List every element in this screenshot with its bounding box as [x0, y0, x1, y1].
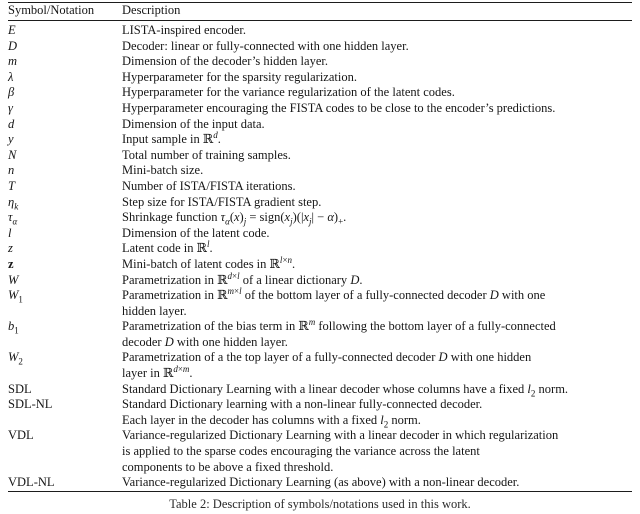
table-row	[8, 288, 632, 319]
symbol-cell: γ	[8, 100, 13, 115]
description-cell: Parametrization of the bias term in ℝ$^m$ following the bottom layer of a fully-connected decoder D with one hidden layer.	[122, 317, 556, 349]
symbol-cell: D	[8, 38, 18, 53]
symbol-cell: VDL	[8, 428, 34, 443]
table-row	[8, 132, 632, 148]
symbol-cell: d	[8, 116, 15, 131]
table-row	[8, 117, 632, 133]
symbol-cell: SDL	[8, 381, 32, 396]
description-cell: LISTA-inspired encoder.	[122, 23, 246, 37]
description-cell: Latent code in ℝ$^l$.	[122, 239, 213, 256]
description-cell: Hyperparameter for the variance regularization of the latent codes.	[122, 85, 455, 100]
description-cell: Mini-batch of latent codes in ℝ$^{l\times n}$.	[122, 254, 296, 271]
table-caption: Table 2: Description of symbols/notations used in this work.	[169, 496, 471, 511]
symbol-cell: $W_2$	[8, 350, 23, 367]
description-cell: Hyperparameter for the sparsity regularization.	[122, 69, 357, 84]
symbol-cell: λ	[8, 69, 14, 84]
symbol-cell: T	[8, 178, 15, 193]
symbol-cell: $\tau_\alpha$	[8, 210, 18, 227]
table-row	[8, 382, 632, 398]
symbol-cell: N	[8, 147, 17, 162]
symbol-cell: E	[8, 23, 16, 37]
description-cell: Input sample in ℝ$^d$.	[122, 130, 221, 147]
table-row	[8, 226, 632, 242]
table-row	[8, 70, 632, 86]
header-description: Description	[122, 3, 632, 21]
symbol-cell: y	[8, 132, 14, 147]
description-cell: Variance-regularized Dictionary Learning with a linear decoder in which regularization is applied to the sparse codes encouraging the variance across the latent components to be above a fixed threshold.	[122, 428, 559, 474]
table-row	[8, 397, 632, 428]
description-cell: Variance-regularized Dictionary Learning (as above) with a non-linear decoder.	[122, 475, 520, 490]
symbol-cell: SDL-NL	[8, 397, 53, 412]
table-body	[8, 21, 632, 492]
symbol-cell: l	[8, 225, 12, 240]
description-cell: Parametrization in ℝ$^{m\times l}$ of the bottom layer of a fully-connected decoder D with one hidden layer.	[122, 285, 546, 318]
table-row	[8, 350, 632, 381]
symbol-cell: VDL-NL	[8, 475, 55, 490]
notation-table	[8, 2, 632, 492]
symbol-cell: z	[8, 256, 14, 271]
description-cell: Dimension of the input data.	[122, 116, 265, 131]
table-row	[8, 210, 632, 226]
symbol-cell: β	[8, 85, 15, 100]
header-symbol: Symbol/Notation	[8, 3, 122, 21]
symbol-cell: $W_1$	[8, 288, 23, 305]
table-row	[8, 101, 632, 117]
description-cell: Standard Dictionary learning with a non-linear fully-connected decoder. Each layer in the decoder has columns with a fixed $l_2$ norm.	[122, 397, 483, 430]
table-row	[8, 273, 632, 289]
symbol-cell: m	[8, 54, 18, 69]
table-row	[8, 163, 632, 179]
table-row	[8, 195, 632, 211]
table-row	[8, 179, 632, 195]
header-row	[8, 3, 632, 21]
table-header	[8, 3, 632, 21]
symbol-cell: n	[8, 163, 15, 178]
description-cell: Hyperparameter encouraging the FISTA codes to be close to the encoder’s predictions.	[122, 100, 556, 115]
table-row	[8, 39, 632, 55]
table-row	[8, 319, 632, 350]
description-cell: Number of ISTA/FISTA iterations.	[122, 178, 296, 193]
table-row	[8, 21, 632, 39]
table-row	[8, 85, 632, 101]
symbol-cell: W	[8, 272, 19, 287]
description-cell: Shrinkage function $\tau_\alpha(x)_j$ = $sign(x_j)(|x_j| - \alpha)_+$.	[122, 210, 347, 227]
description-cell: Mini-batch size.	[122, 163, 204, 178]
table-row	[8, 257, 632, 273]
description-cell: Dimension of the decoder’s hidden layer.	[122, 54, 328, 69]
description-cell: Step size for ISTA/FISTA gradient step.	[122, 194, 322, 209]
table-row	[8, 54, 632, 70]
description-cell: Parametrization of a the top layer of a fully-connected decoder D with one hidden layer in ℝ$^{d\times m}$.	[122, 350, 532, 381]
table-row	[8, 475, 632, 491]
description-cell: Total number of training samples.	[122, 147, 291, 162]
description-cell: Parametrization in ℝ$^{d\times l}$ of a linear dictionary D.	[122, 270, 363, 287]
table-row	[8, 428, 632, 475]
description-cell: Standard Dictionary Learning with a linear decoder whose columns have a fixed $l_2$ norm.	[122, 381, 569, 399]
symbol-cell: $\eta_k$	[8, 194, 19, 212]
symbol-cell: z	[8, 241, 13, 256]
table-row	[8, 148, 632, 164]
table-row	[8, 241, 632, 257]
symbol-cell: $b_1$	[8, 319, 19, 336]
description-cell: Dimension of the latent code.	[122, 225, 270, 240]
description-cell: Decoder: linear or fully-connected with one hidden layer.	[122, 38, 409, 53]
